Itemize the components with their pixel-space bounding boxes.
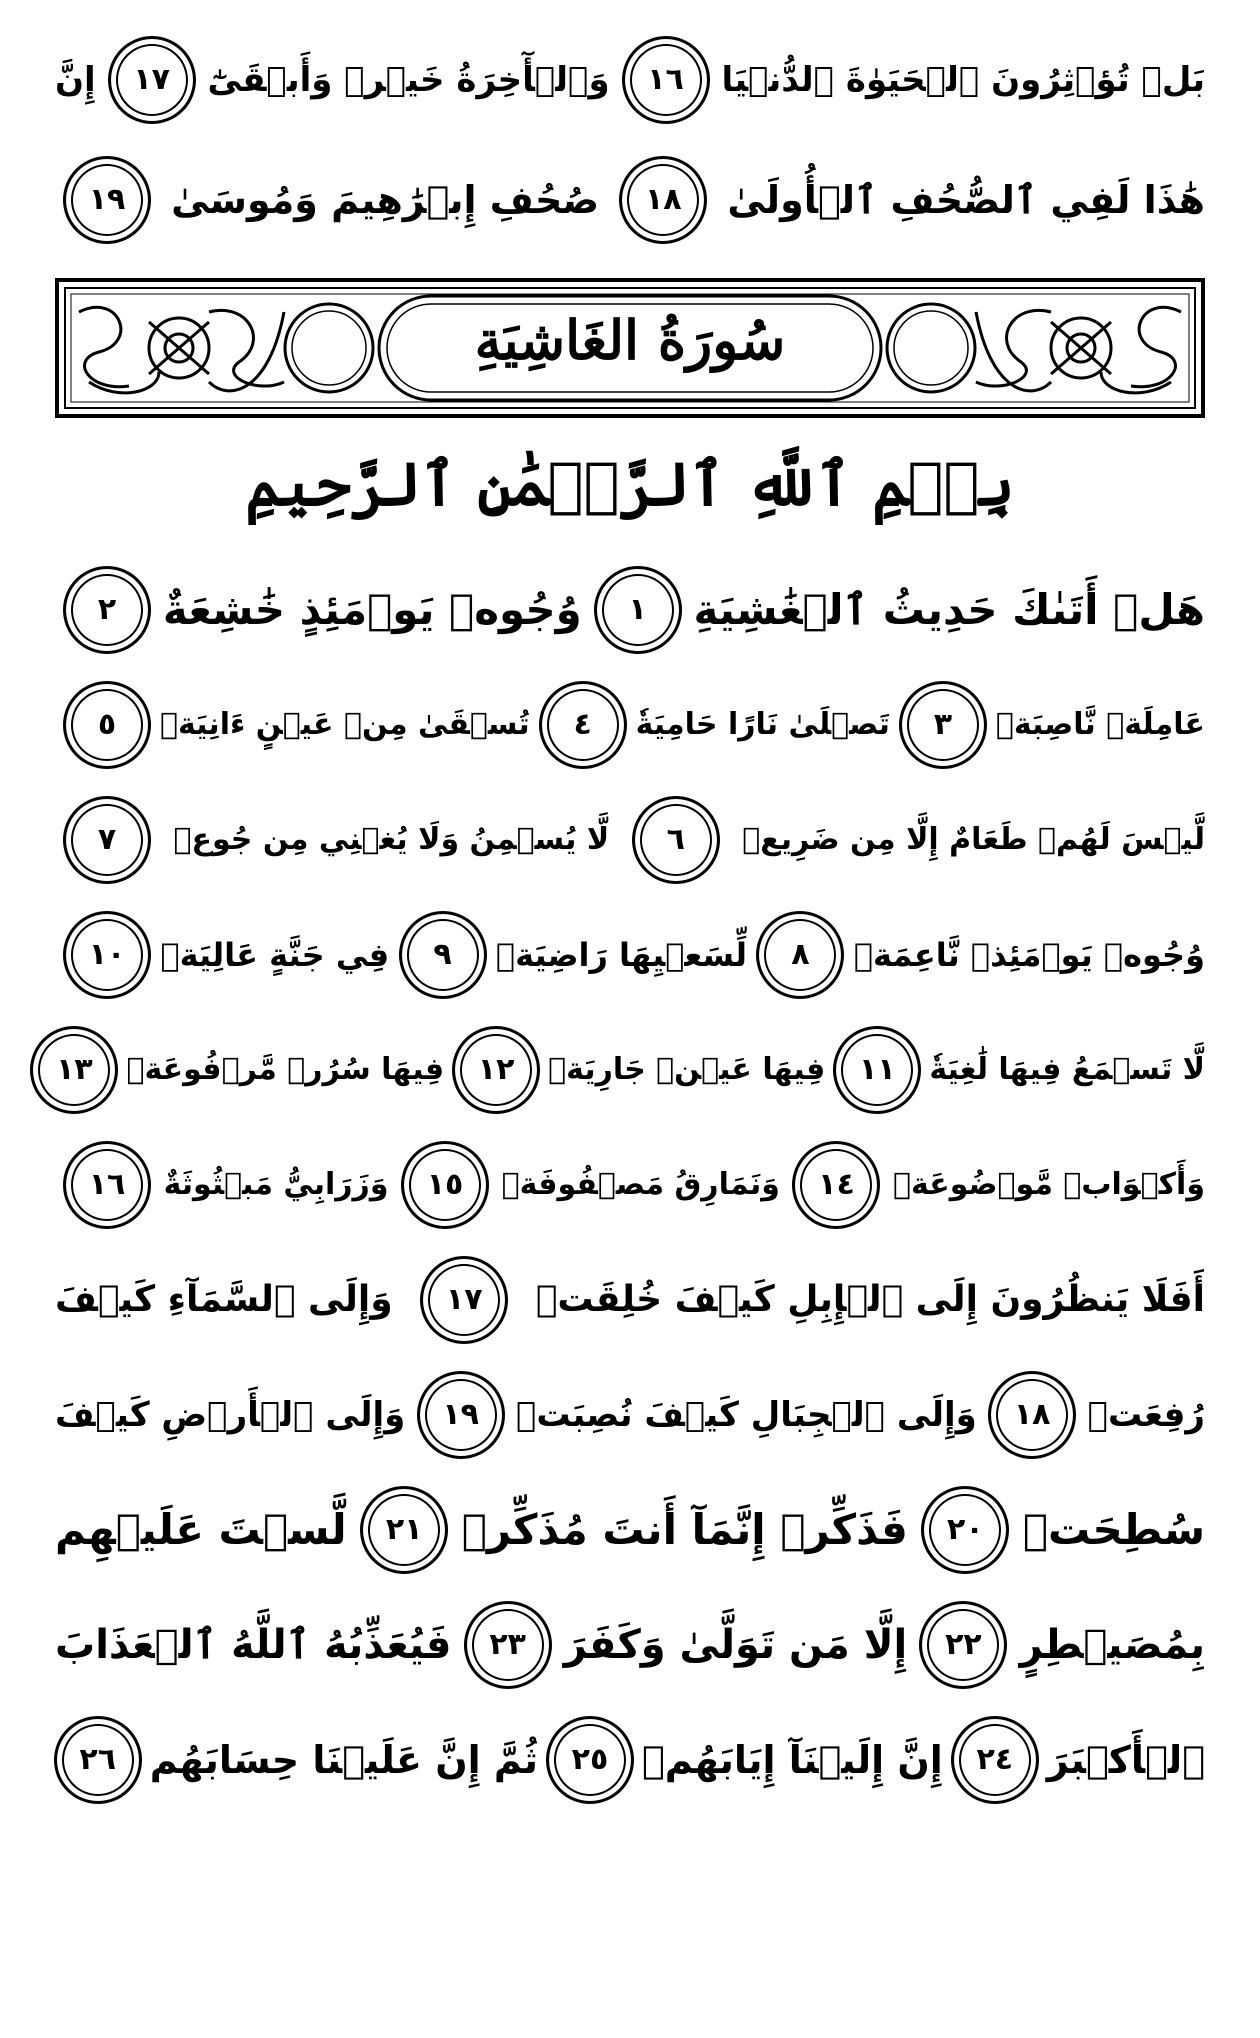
verse-text: سُطِحَتۡ	[1022, 1505, 1205, 1554]
ayah-number-marker: ١٦	[622, 36, 710, 124]
ayah-number-marker: ١٣	[30, 1026, 118, 1114]
ayah-number-marker: ١٨	[988, 1371, 1076, 1459]
ayah-number-marker: ١٧	[108, 36, 196, 124]
ayah-number-marker: ٣	[899, 681, 987, 769]
ayah-number-marker: ١٢	[452, 1026, 540, 1114]
ayah-number-marker: ٩	[399, 911, 487, 999]
ayah-number-marker: ٦	[632, 796, 720, 884]
verse-text: هَلۡ أَتَىٰكَ حَدِيثُ ٱلۡغَٰشِيَةِ	[693, 585, 1205, 634]
verse-line	[55, 30, 1205, 130]
verse-text: وَإِلَى ٱلۡجِبَالِ كَيۡفَ نُصِبَتۡ	[516, 1395, 977, 1435]
verse-text: ثُمَّ إِنَّ عَلَيۡنَا حِسَابَهُم	[149, 1738, 538, 1782]
ayah-number-marker: ١٦	[63, 1141, 151, 1229]
ayah-number-marker: ٥	[63, 681, 151, 769]
basmala: بِسۡمِ ٱللَّهِ ٱلرَّحۡمَٰنِ ٱلرَّحِيمِ	[245, 450, 1015, 520]
verse-text: بِمُصَيۡطِرٍ	[1019, 1622, 1205, 1668]
ayah-number-marker: ٢٥	[546, 1716, 634, 1804]
verse-text: تَصۡلَىٰ نَارًا حَامِيَةٗ	[635, 707, 890, 742]
verse-text: وَأَكۡوَابٞ مَّوۡضُوعَةٞ	[893, 1167, 1205, 1202]
verse-line	[55, 150, 1205, 250]
verse-text: وَنَمَارِقُ مَصۡفُوفَةٞ	[501, 1167, 780, 1202]
verse-text: بَلۡ تُؤۡثِرُونَ ٱلۡحَيَوٰةَ ٱلدُّنۡيَا	[721, 60, 1205, 100]
verse-text: ٱلۡأَكۡبَرَ	[1046, 1738, 1205, 1782]
surah-header-banner	[55, 278, 1205, 418]
ayah-number-marker: ٢٢	[919, 1601, 1007, 1689]
verse-line	[55, 790, 1205, 890]
ayah-number-marker: ٢	[63, 566, 151, 654]
ayah-number-marker: ١٠	[63, 911, 151, 999]
ayah-number-marker: ١٤	[792, 1141, 880, 1229]
ayah-number-marker: ١٩	[63, 156, 151, 244]
verse-text: وُجُوهٞ يَوۡمَئِذٖ نَّاعِمَةٞ	[853, 936, 1205, 974]
ayah-number-marker: ١٥	[401, 1141, 489, 1229]
verse-text: فِيهَا سُرُرٞ مَّرۡفُوعَةٞ	[126, 1052, 445, 1087]
verse-text: صُحُفِ إِبۡرَٰهِيمَ وَمُوسَىٰ	[171, 178, 600, 222]
verse-text: لَّسۡتَ عَلَيۡهِم	[55, 1505, 347, 1554]
verse-text: فِي جَنَّةٍ عَالِيَةٖ	[160, 936, 390, 974]
verse-text: لَّيۡسَ لَهُمۡ طَعَامٌ إِلَّا مِن ضَرِيعٖ	[742, 822, 1205, 857]
verse-text: إِلَّا مَن تَوَلَّىٰ وَكَفَرَ	[563, 1622, 908, 1668]
verse-text: وَزَرَابِيُّ مَبۡثُوثَةٌ	[163, 1167, 389, 1202]
verse-text: وَإِلَى ٱلسَّمَآءِ كَيۡفَ	[55, 1279, 393, 1320]
verse-line	[55, 1135, 1205, 1235]
verse-text: فِيهَا عَيۡنٞ جَارِيَةٞ	[548, 1052, 826, 1087]
ayah-number-marker: ٢٤	[951, 1716, 1039, 1804]
verse-text: لَّا يُسۡمِنُ وَلَا يُغۡنِي مِن جُوعٖ	[173, 822, 610, 857]
verse-line	[55, 1480, 1205, 1580]
verse-text: وَٱلۡأٓخِرَةُ خَيۡرٞ وَأَبۡقَىٰٓ	[207, 60, 610, 100]
verse-text: أَفَلَا يَنظُرُونَ إِلَى ٱلۡإِبِلِ كَيۡفَ خُلِقَتۡ	[535, 1279, 1205, 1320]
verse-text: وَإِلَى ٱلۡأَرۡضِ كَيۡفَ	[55, 1395, 406, 1435]
ayah-number-marker: ٢٣	[464, 1601, 552, 1689]
ayah-number-marker: ٢٠	[921, 1486, 1009, 1574]
verse-line	[55, 675, 1205, 775]
verse-text: عَامِلَةٞ نَّاصِبَةٞ	[995, 707, 1205, 742]
ayah-number-marker: ١٨	[619, 156, 707, 244]
verse-text: فَذَكِّرۡ إِنَّمَآ أَنتَ مُذَكِّرٞ	[461, 1505, 908, 1554]
ayah-number-marker: ٧	[63, 796, 151, 884]
verse-line	[55, 1020, 1205, 1120]
verse-text: إِنَّ إِلَيۡنَآ إِيَابَهُمۡ	[641, 1738, 943, 1782]
verse-line	[55, 1595, 1205, 1695]
verse-text: لِّسَعۡيِهَا رَاضِيَةٞ	[495, 936, 748, 974]
verse-text: هَٰذَا لَفِي ٱلصُّحُفِ ٱلۡأُولَىٰ	[727, 178, 1205, 222]
verse-text: وُجُوهٞ يَوۡمَئِذٍ خَٰشِعَةٌ	[162, 585, 582, 634]
verse-text: إِنَّ	[55, 60, 96, 100]
verse-text: رُفِعَتۡ	[1087, 1395, 1205, 1435]
verse-line	[55, 1365, 1205, 1465]
ayah-number-marker: ١٩	[417, 1371, 505, 1459]
ayah-number-marker: ٤	[539, 681, 627, 769]
ayah-number-marker: ٨	[756, 911, 844, 999]
ayah-number-marker: ١٧	[420, 1256, 508, 1344]
verse-line	[55, 905, 1205, 1005]
verse-line	[55, 1250, 1205, 1350]
ayah-number-marker: ٢٦	[54, 1716, 142, 1804]
ayah-number-marker: ١	[594, 566, 682, 654]
ayah-number-marker: ٢١	[360, 1486, 448, 1574]
verse-line	[55, 560, 1205, 660]
verse-text: تُسۡقَىٰ مِنۡ عَيۡنٍ ءَانِيَةٖ	[159, 707, 530, 742]
ayah-number-marker: ١١	[833, 1026, 921, 1114]
verse-text: فَيُعَذِّبُهُ ٱللَّهُ ٱلۡعَذَابَ	[55, 1622, 452, 1668]
verse-text: لَّا تَسۡمَعُ فِيهَا لَٰغِيَةٗ	[929, 1052, 1205, 1087]
verse-line	[55, 1710, 1205, 1810]
surah-title: سُورَةُ الغَاشِيَةِ	[474, 308, 786, 372]
